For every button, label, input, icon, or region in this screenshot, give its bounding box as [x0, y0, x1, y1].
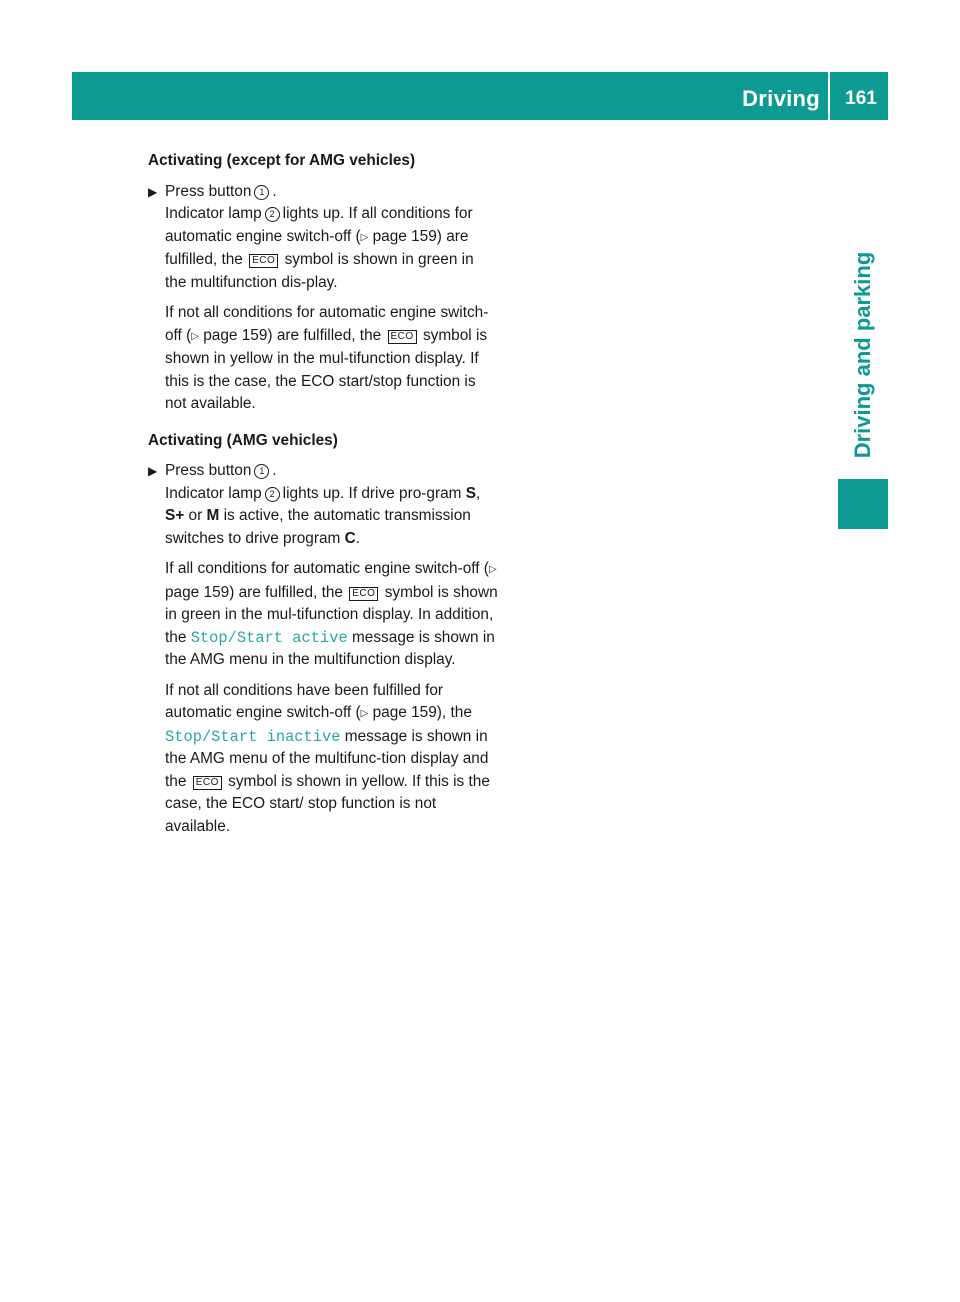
paragraph: Indicator lamp 2 lights up. If drive pro-gram S, S+ or M is active, the automatic transmission switches to drive program C. — [165, 484, 481, 547]
side-marker — [838, 479, 888, 529]
section-heading: Activating (AMG vehicles) — [148, 431, 338, 449]
side-tab — [838, 234, 888, 476]
number-2-icon: 2 — [265, 487, 280, 502]
eco-symbol-icon: ECO — [388, 330, 417, 344]
number-1-icon: 1 — [254, 185, 269, 200]
page-number: 161 — [845, 88, 877, 109]
paragraph: If all conditions for automatic engine switch-off (▷ page 159) are fulfilled, the ECO symbol is shown in green in the mul-tifunction display. In addition, the Stop/Start active message is shown in the AMG menu in the multifunction display. — [165, 560, 498, 668]
step-arrow-icon: ▶ — [148, 464, 158, 478]
number-2-icon: 2 — [265, 207, 280, 222]
number-1-icon: 1 — [254, 464, 269, 479]
page-ref-icon: ▷ — [360, 708, 369, 719]
side-tab-label: Driving and parking — [850, 251, 875, 459]
instruction-step: ▶ Press button 1 . — [148, 460, 498, 483]
instruction-step: ▶ Press button 1 . — [148, 181, 498, 204]
page-content — [148, 150, 498, 838]
page-ref-icon: ▷ — [191, 330, 199, 342]
page-ref-icon: ▷ — [360, 231, 369, 243]
display-message: Stop/Start inactive — [165, 727, 341, 746]
step-arrow-icon: ▶ — [148, 184, 158, 199]
page-ref-icon: ▷ — [488, 564, 497, 575]
paragraph: If not all conditions have been fulfilled for automatic engine switch-off (▷ page 159), the Stop/Start inactive message is shown in the AMG menu of the multifunc-tion display and the ECO symbol is shown in yellow. If this is the case, the ECO start/ stop function is not available. — [165, 681, 490, 835]
header-divider — [828, 72, 830, 120]
eco-symbol-icon: ECO — [349, 587, 378, 601]
header-bar — [72, 72, 888, 120]
section-heading: Activating (except for AMG vehicles) — [148, 152, 416, 169]
header-title: Driving — [742, 86, 820, 111]
display-message: Stop/Start active — [190, 628, 348, 647]
paragraph: If not all conditions for automatic engine switch-off (▷ page 159) are fulfilled, the ECO symbol is shown in yellow in the mul-tifunction display. If this is the case, the ECO start/stop function is not available. — [165, 304, 489, 412]
eco-symbol-icon: ECO — [249, 254, 278, 268]
eco-symbol-icon: ECO — [193, 776, 222, 790]
paragraph: Indicator lamp 2 lights up. If all conditions for automatic engine switch-off (▷ page 159) are fulfilled, the ECO symbol is shown in green in the multifunction dis-play. — [165, 205, 474, 291]
